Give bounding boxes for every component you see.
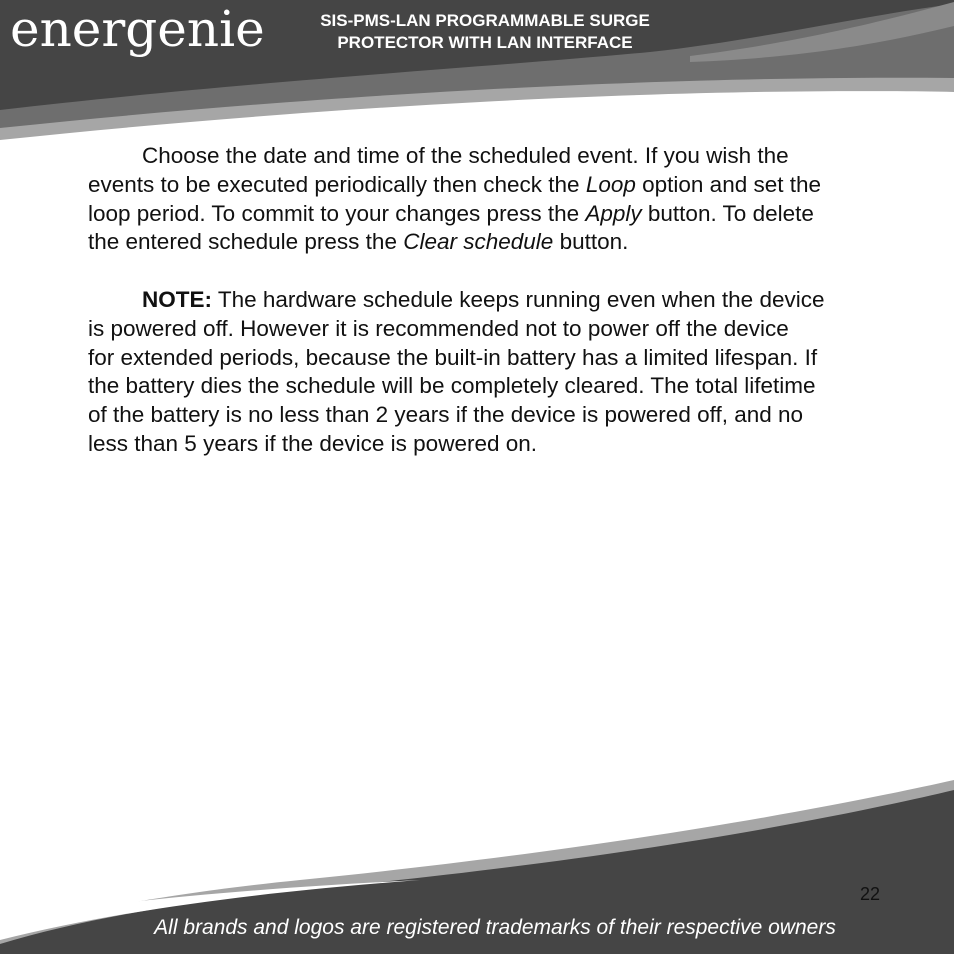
paragraph-note [88,286,908,459]
text-line [88,142,908,171]
text-span: button. [553,229,629,255]
trademark-notice: All brands and logos are registered trademarks of their respective owners [154,916,836,939]
text-line [88,171,908,200]
paragraph-gap [88,257,908,286]
text-span: button. To delete [641,200,814,226]
text-line [88,200,908,229]
text-line: is powered off. However it is recommended not to power off the device [88,315,789,341]
loop-option-term: Loop [585,171,636,197]
page-body [88,142,908,459]
paragraph-schedule-instructions [88,142,908,257]
text-line: the battery dies the schedule will be completely cleared. The total lifetime [88,373,816,399]
page-number: 22 [860,884,881,904]
text-line: of the battery is no less than 2 years if the device is powered off, and no [88,402,804,428]
text-line [88,286,908,315]
apply-button-term: Apply [585,200,642,226]
text-span: Choose the date and time of the scheduled event. If you wish the [142,143,789,168]
document-title-line2: PROTECTOR WITH LAN INTERFACE [337,33,633,52]
document-title-line1: SIS-PMS-LAN PROGRAMMABLE SURGE [320,11,650,30]
text-span: loop period. To commit to your changes press the [88,200,586,226]
text-span: events to be executed periodically then check the [88,171,586,197]
text-line [88,228,908,257]
text-line: less than 5 years if the device is powered on. [88,430,538,456]
energenie-logo: energenie [10,0,265,58]
text-span: The hardware schedule keeps running even when the device [212,286,825,312]
document-title [270,10,700,54]
text-span: option and set the [635,171,822,197]
clear-schedule-button-term: Clear schedule [403,229,554,255]
text-line: for extended periods, because the built-in battery has a limited lifespan. If [88,344,818,370]
note-label: NOTE: [142,286,212,312]
text-span: the entered schedule press the [88,229,404,255]
